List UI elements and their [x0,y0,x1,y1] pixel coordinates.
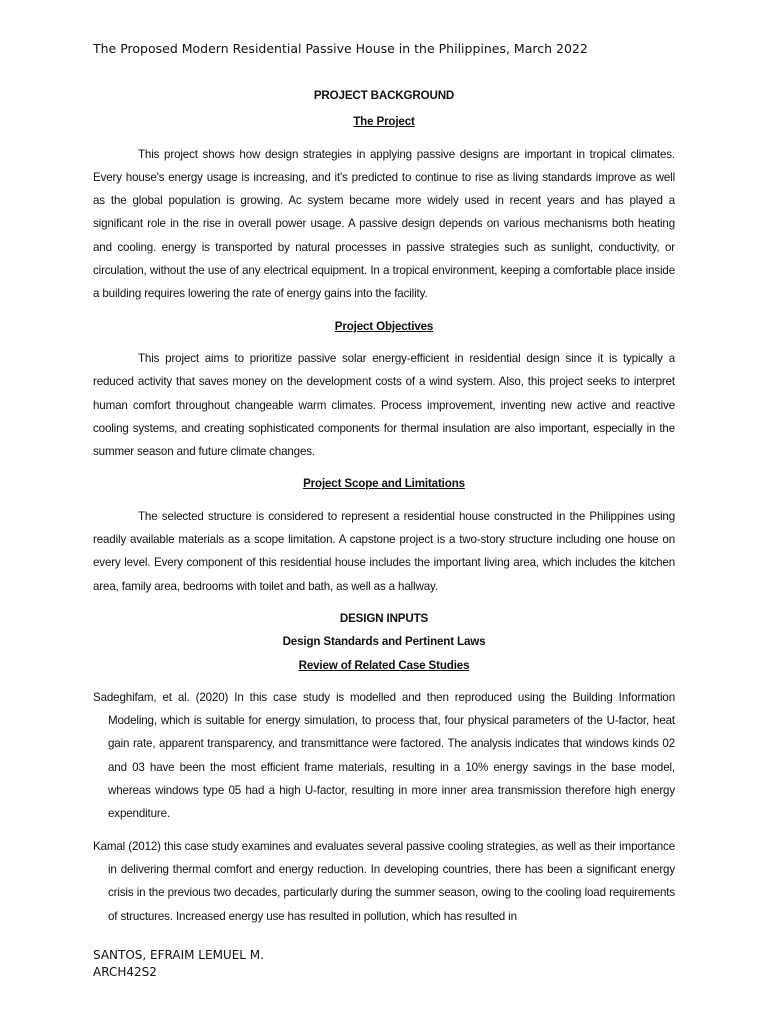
document-title: The Proposed Modern Residential Passive House in the Philippines, March 2022 [93,41,588,56]
heading-project-objectives: Project Objectives [334,319,434,333]
heading-project-background: PROJECT BACKGROUND [313,89,455,102]
paragraph-the-project: This project shows how design strategies in applying passive designs are important in tropical climates. Every house's energy usage is increasing, and it's predicted to continue to rise as living standards improve as well as the global population is growing. Ac system became more widely used in recent years and has played a significant role in the rise in overall power usage. A passive design depends on various mechanisms both heating and cooling. energy is transported by natural processes in passive strategies such as sunlight, conductivity, or circulation, without the use of any electrical equipment. In a tropical environment, keeping a comfortable place inside a building requires lowering the rate of energy gains into the facility. [93,147,675,301]
document-footer [93,947,264,981]
heading-design-inputs: DESIGN INPUTS [339,611,429,625]
heading-the-project: The Project [353,115,415,129]
document-body [93,84,675,928]
case-study-kamal: Kamal (2012) this case study examines and evaluates several passive cooling strategies, as well as their importance in delivering thermal comfort and energy reduction. In developing countries, there has been a significant energy crisis in the previous two decades, particularly during the summer season, owing to the cooling load requirements of structures. Increased energy use has resulted in pollution, which has resulted in [93,839,675,923]
heading-project-scope: Project Scope and Limitations [303,477,465,491]
case-study-sadeghifam: Sadeghifam, et al. (2020) In this case study is modelled and then reproduced using the Building Information Modeling, which is suitable for energy simulation, to process that, four physical parameters of the U-factor, heat gain rate, apparent transparency, and transmittance were factored. The analysis indicates that windows kinds 02 and 03 have been the most efficient frame materials, resulting in a 10% energy savings in the base model, whereas windows type 05 had a high U-factor, resulting in more inner area transmission therefore high energy expenditure. [93,690,675,821]
footer-section: ARCH42S2 [93,965,157,979]
paragraph-project-objectives: This project aims to prioritize passive solar energy-efficient in residential design since it is typically a reduced activity that saves money on the development costs of a wind system. Also, this project seeks to interpret human comfort throughout changeable warm climates. Process improvement, inventing new active and reactive cooling systems, and creating sophisticated components for thermal insulation are also important, especially in the summer season and future climate changes. [93,351,675,459]
heading-case-studies: Review of Related Case Studies [298,658,470,672]
paragraph-project-scope: The selected structure is considered to represent a residential house constructed in the Philippines using readily available materials as a scope limitation. A capstone project is a two-story structure including one house on every level. Every component of this residential house includes the important living area, which includes the kitchen area, family area, bedrooms with toilet and bath, as well as a hallway. [93,509,675,593]
document-header [93,41,693,56]
footer-author: SANTOS, EFRAIM LEMUEL M. [93,948,264,962]
heading-design-standards: Design Standards and Pertinent Laws [282,635,486,649]
